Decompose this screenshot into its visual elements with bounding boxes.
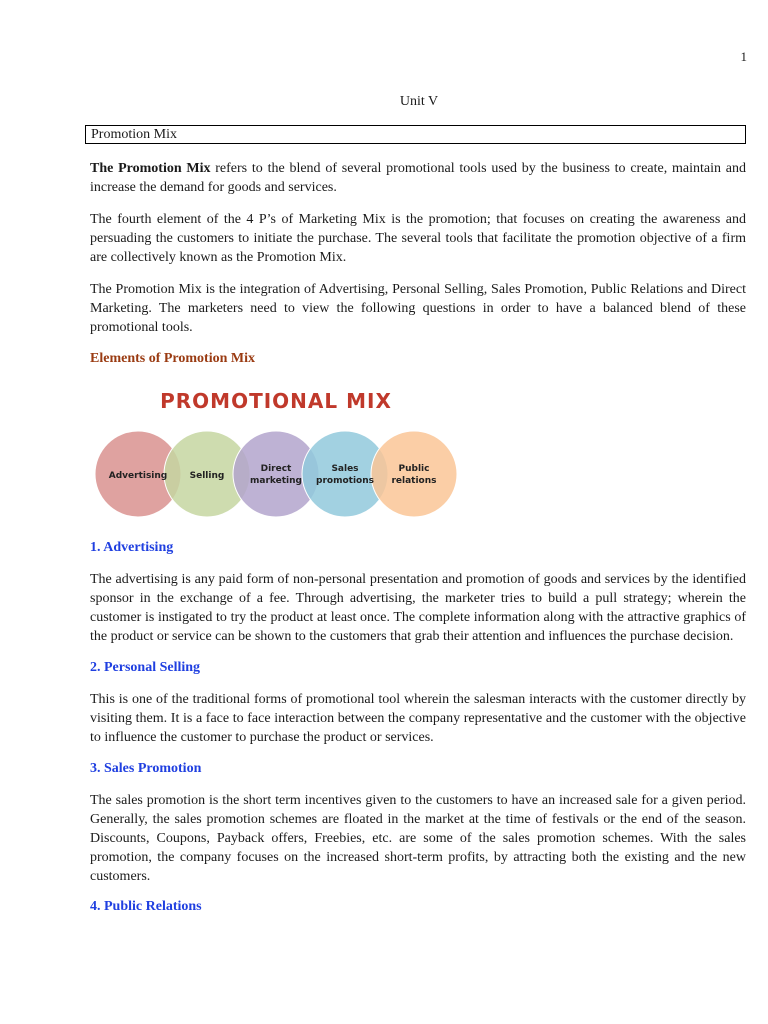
intro-text: refers to the blend of several promotional tools used by the business to create, maintain and increase the demand for goods and services. bbox=[90, 161, 746, 195]
circle-label-public-relations: Public bbox=[398, 464, 430, 474]
circle-label-advertising: Advertising bbox=[108, 471, 168, 481]
intro-bold-lead: The Promotion Mix bbox=[90, 161, 211, 176]
section-title-box: Promotion Mix bbox=[85, 125, 746, 144]
promotional-mix-figure bbox=[92, 382, 462, 522]
section-heading-public-relations: 4. Public Relations bbox=[90, 899, 202, 914]
section-body-personal-selling: This is one of the traditional forms of promotional tool wherein the salesman interacts with the customer directly by visiting them. It is a face to face interaction between the company representative and the customer with the objective to influence the customer to purchase the product or services. bbox=[90, 692, 746, 745]
circle-label-sales-promotions: Sales bbox=[331, 464, 359, 474]
circle-label-direct-marketing: Direct bbox=[260, 464, 292, 474]
section-heading-personal-selling: 2. Personal Selling bbox=[90, 660, 201, 675]
circle-label-public-relations: relations bbox=[391, 476, 437, 486]
circle-label-sales-promotions: promotions bbox=[316, 476, 374, 486]
circle-public-relations bbox=[371, 431, 457, 517]
section-heading-sales-promotion: 3. Sales Promotion bbox=[90, 761, 202, 776]
unit-title: Unit V bbox=[399, 94, 439, 109]
page-number: 1 bbox=[740, 49, 747, 64]
circle-label-direct-marketing: marketing bbox=[250, 476, 302, 486]
elements-heading: Elements of Promotion Mix bbox=[90, 351, 255, 366]
section-heading-advertising: 1. Advertising bbox=[90, 540, 174, 555]
paragraph-integration: The Promotion Mix is the integration of Advertising, Personal Selling, Sales Promotion, Public Relations and Direct Marketing. The marketers need to view the following questions in order to have a balanced blend of these promotional tools. bbox=[90, 282, 746, 335]
section-body-advertising: The advertising is any paid form of non-personal presentation and promotion of goods and services by the identified sponsor in the exchange of a fee. Through advertising, the marketer tries to build a pull strategy; wherein the customer is instigated to try the product at least once. The complete information along with the attractive graphics of the product or service can be shown to the customers that grab their attention and influences the purchase decision. bbox=[90, 572, 746, 644]
circles-group bbox=[95, 431, 457, 517]
figure-title: PROMOTIONAL MIX bbox=[160, 389, 392, 413]
intro-paragraph bbox=[90, 159, 746, 197]
circle-label-selling: Selling bbox=[189, 471, 225, 481]
paragraph-marketing-mix: The fourth element of the 4 P’s of Marketing Mix is the promotion; that focuses on creating the awareness and persuading the customers to initiate the purchase. The several tools that facilitate the promotion objective of a firm are collectively known as the Promotion Mix. bbox=[90, 212, 746, 265]
section-body-sales-promotion: The sales promotion is the short term incentives given to the customers to have an increased sale for a given period. Generally, the sales promotion schemes are floated in the market at the time of festivals or the end of the season. Discounts, Coupons, Payback offers, Freebies, etc. are some of the sales promotion schemes. With the sales promotion, the company focuses on the increased short-term profits, by attracting both the existing and the new customers. bbox=[90, 793, 746, 884]
